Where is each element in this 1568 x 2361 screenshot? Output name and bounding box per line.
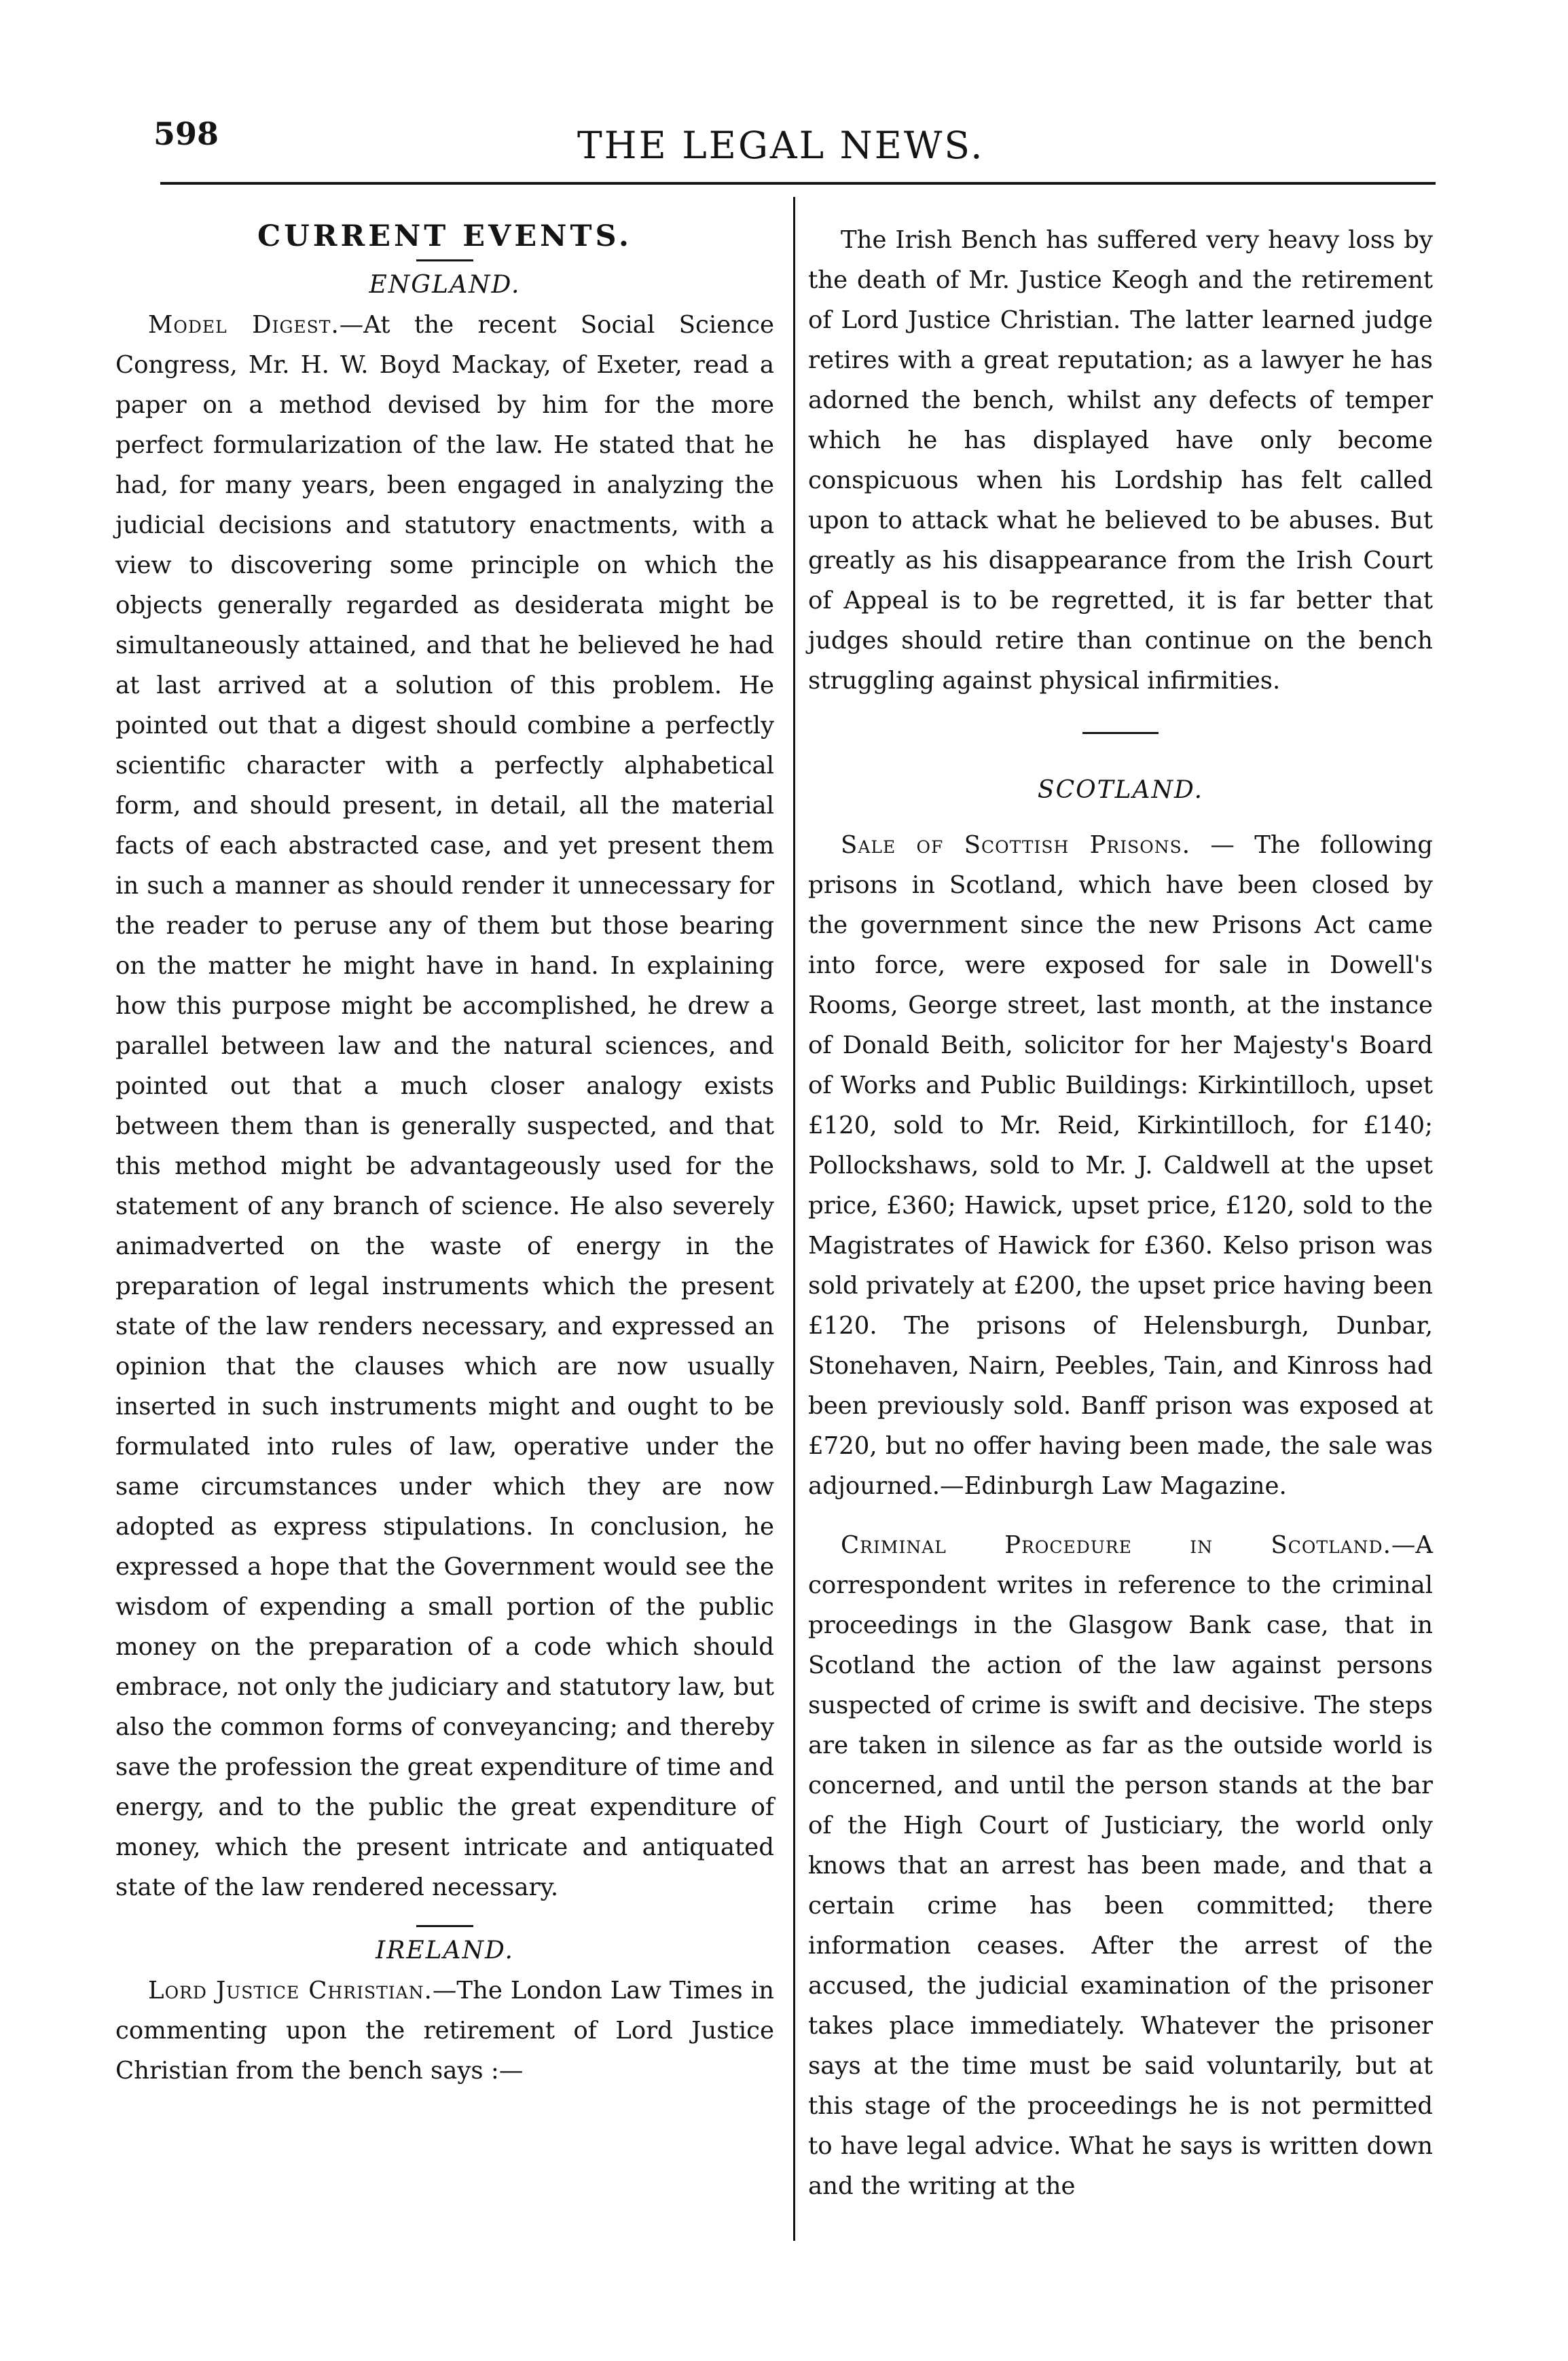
header-rule — [160, 182, 1436, 185]
article-model-digest — [115, 305, 774, 1907]
article-body: —At the recent Social Science Congress, Mr. H. W. Boyd Mackay, of Exeter, read a paper on a method devised by him for the more perfect formularization of the law. He stated that he had, for many years, been engaged in analyzing the judicial decisions and statutory enactments, with a view to discovering some principle on which the objects generally regarded as desiderata might be simultaneously attained, and that he believed he had at last arrived at a solution of this problem. He pointed out that a digest should combine a perfectly scientific character with a perfectly alphabetical form, and should present, in detail, all the material facts of each abstracted case, and yet present them in such a manner as should render it unnecessary for the reader to peruse any of them but those bearing on the matter he might have in hand. In explaining how this purpose might be accomplished, he drew a parallel between law and the natural sciences, and pointed out that a much closer analogy exists between them than is generally suspected, and that this method might be advantageously used for the statement of any branch of science. He also severely animadverted on the waste of energy in the preparation of legal instruments which the present state of the law renders necessary, and expressed an opinion that the clauses which are now usually inserted in such instruments might and ought to be formulated into rules of law, operative under the same circumstances under which they are now adopted as express stipulations. In conclusion, he expressed a hope that the Government would see the wisdom of expending a small portion of the public money on the preparation of a code which should embrace, not only the judiciary and statutory law, but also the common forms of conveyancing; and thereby save the profession the great expenditure of time and energy, and to the public the great expenditure of money, which the present intricate and antiquated state of the law rendered necessary. — [115, 311, 775, 1901]
section-rule — [416, 259, 473, 261]
article-body: —The London Law Times in commenting upon the retirement of Lord Justice Christian from the bench says :— — [115, 1977, 774, 2085]
section-rule — [1082, 732, 1159, 734]
article-criminal-procedure — [808, 1525, 1433, 2206]
page-number: 598 — [153, 115, 219, 152]
scotland-heading: SCOTLAND. — [1037, 776, 1204, 804]
section-title: CURRENT EVENTS. — [257, 219, 632, 253]
column-divider — [793, 197, 795, 2241]
article-sale-of-scottish-prisons — [808, 825, 1433, 1506]
england-heading: ENGLAND. — [369, 271, 521, 299]
article-lead: Lord Justice Christian. — [148, 1977, 433, 2005]
article-lord-justice-christian — [115, 1971, 774, 2091]
article-irish-bench-quote: The Irish Bench has suffered very heavy loss by the death of Mr. Justice Keogh and the retirement of Lord Justice Christian. The latter learned judge retires with a great reputation; as a lawyer he has adorned the bench, whilst any defects of temper which he has displayed have only become conspicuous when his Lordship has felt called upon to attack what he believed to be abuses. But greatly as his disappearance from the Irish Court of Appeal is to be regretted, it is far better that judges should retire than continue on the bench struggling against physical infirmities. — [808, 226, 1433, 695]
ireland-heading: IRELAND. — [375, 1937, 515, 1964]
running-head: THE LEGAL NEWS. — [577, 124, 985, 167]
article-body: —A correspondent writes in reference to the criminal proceedings in the Glasgow Bank case, that in Scotland the action of the law against persons suspected of crime is swift and decisive. The steps are taken in silence as far as the outside world is concerned, and until the person stands at the bar of the High Court of Justiciary, the world only knows that an arrest has been made, and that a certain crime has been committed; there information ceases. After the arrest of the accused, the judicial examination of the prisoner takes place immediately. Whatever the prisoner says at the time must be said voluntarily, but at this stage of the proceedings he is not permitted to have legal advice. What he says is written down and the writing at the — [808, 1531, 1433, 2200]
article-lead: Model Digest. — [148, 311, 340, 339]
section-rule — [416, 1925, 473, 1927]
article-lead: Sale of Scottish Prisons. — [841, 831, 1191, 859]
article-body: — The following prisons in Scotland, which have been closed by the government since the new Prisons Act came into force, were exposed for sale in Dowell's Rooms, George street, last month, at the instance of Donald Beith, solicitor for her Majesty's Board of Works and Public Buildings: Kirkintilloch, upset £120, sold to Mr. Reid, Kirkintilloch, for £140; Pollockshaws, sold to Mr. J. Caldwell at the upset price, £360; Hawick, upset price, £120, sold to the Magistrates of Hawick for £360. Kelso prison was sold privately at £200, the upset price having been £120. The prisons of Helensburgh, Dunbar, Stonehaven, Nairn, Peebles, Tain, and Kinross had been previously sold. Banff prison was exposed at £720, but no offer having been made, the sale was adjourned.—Edinburgh Law Magazine. — [808, 831, 1433, 1500]
left-column — [115, 204, 774, 2091]
right-column — [808, 204, 1433, 2206]
article-lead: Criminal Procedure in Scotland. — [841, 1531, 1391, 1559]
